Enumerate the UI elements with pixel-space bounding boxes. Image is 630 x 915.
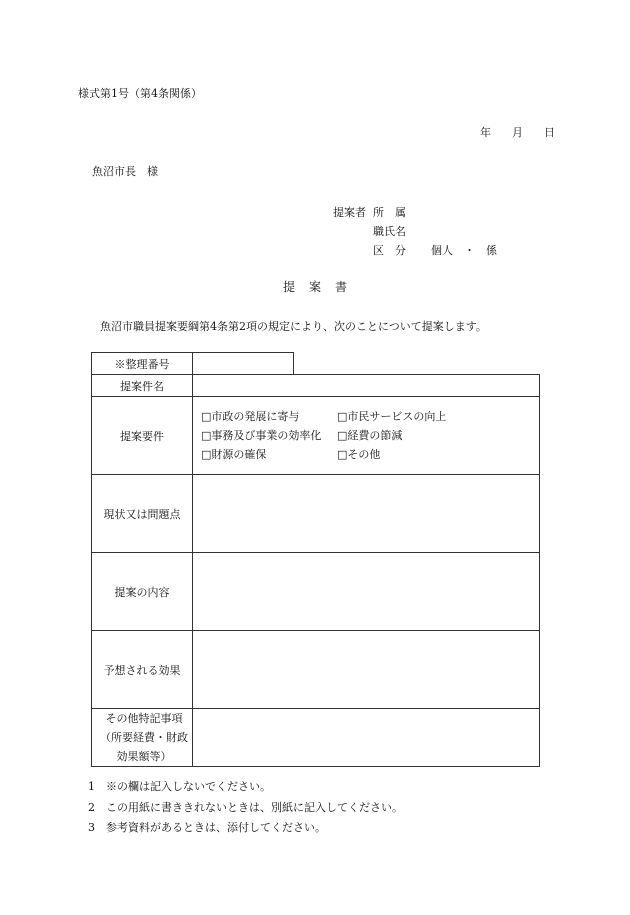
requirement-option[interactable]: □財源の確保 [201,447,267,461]
proposer-block [333,203,497,260]
requirement-option[interactable]: □市民サービスの向上 [337,409,447,423]
requirement-option[interactable]: □経費の節減 [337,428,403,442]
requirement-option[interactable]: □事務及び事業の効率化 [201,428,322,442]
date-month: 月 [512,126,523,139]
requirement-option[interactable]: □その他 [337,447,381,461]
note-text: この用紙に書ききれないときは、別紙に記入してください。 [106,800,403,814]
document-title: 提案書 [282,280,361,294]
other-label-line: 効果額等） [116,750,172,763]
requirement-label: 提案要件 [92,397,193,475]
other-notes-label [92,709,193,767]
subject-field[interactable] [193,375,540,397]
addressee: 魚沼市長 様 [92,165,158,178]
requirement-option[interactable]: □市政の発展に寄与 [201,409,300,423]
note-text: 参考資料があるときは、添付してください。 [106,821,326,834]
problem-label: 現状又は問題点 [92,475,193,553]
note-number: 2 [88,800,95,814]
other-label-line: その他特記事項 [105,712,183,725]
note-number: 1 [88,780,95,793]
intro-text: 魚沼市職員提案要綱第4条第2項の規定により、次のことについて提案します。 [100,320,487,333]
category-options: 個人 ・ 係 [431,244,497,257]
proposal-form-table [91,352,540,767]
date-day: 日 [544,126,555,139]
subject-label: 提案件名 [92,375,193,397]
note-item [88,798,403,819]
note-number: 3 [88,821,95,834]
problem-field[interactable] [193,475,540,553]
requirement-field [193,397,540,475]
proposer-lead: 提案者 [333,206,366,219]
affiliation-label: 所 属 [373,206,406,219]
number-blank [294,353,540,375]
note-item [88,818,403,839]
number-field[interactable] [193,353,294,375]
notes-list [88,777,403,839]
effect-field[interactable] [193,631,540,709]
content-field[interactable] [193,553,540,631]
category-label: 区 分 [373,244,406,257]
effect-label: 予想される効果 [92,631,193,709]
position-name-label: 職氏名 [373,225,406,238]
number-label: ※整理番号 [92,353,193,375]
note-text: ※の欄は記入しないでください。 [106,780,271,793]
date-line [480,124,555,140]
other-label-line: （所要経費・財政 [100,731,188,744]
other-notes-field[interactable] [193,709,540,767]
form-number: 様式第1号（第4条関係） [78,87,202,100]
date-year: 年 [480,126,491,139]
content-label: 提案の内容 [92,553,193,631]
note-item [88,777,403,798]
